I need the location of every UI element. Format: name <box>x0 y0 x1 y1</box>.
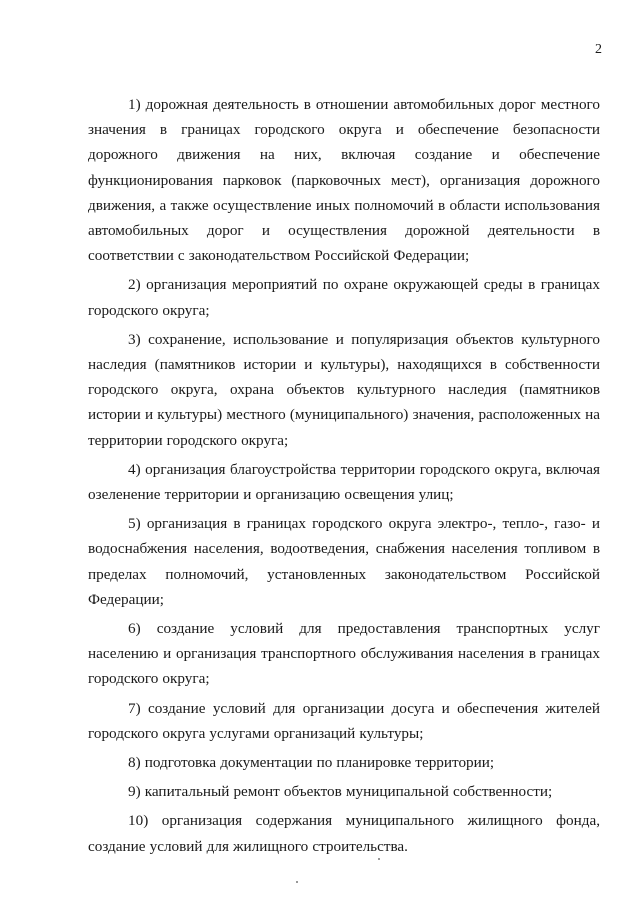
paragraph-item-2: 2) организация мероприятий по охране окружающей среды в границах городского округа; <box>88 276 600 319</box>
document-body <box>88 92 600 859</box>
paragraph-item-9: 9) капитальный ремонт объектов муниципальной собственности; <box>128 783 553 801</box>
scan-speck <box>378 858 380 860</box>
paragraph-item-4: 4) организация благоустройства территории городского округа, включая озеленение территории и организацию освещения улиц; <box>88 460 600 504</box>
paragraph-item-8: 8) подготовка документации по планировке территории; <box>128 754 495 772</box>
paragraph-item-7: 7) создание условий для организации досуга и обеспечения жителей городского округа услугами организаций культуры; <box>88 699 600 742</box>
paragraph-item-3: 3) сохранение, использование и популяризация объектов культурного наследия (памятников истории и культуры), находящихся в собственности городского округа, охрана объектов культурного наследия (памятников истории и культуры) местного (муниципального) значения, расположенных на территории городского округа; <box>88 330 600 449</box>
paragraph-item-10: 10) организация содержания муниципального жилищного фонда, создание условий для жилищного строительства. <box>88 812 600 855</box>
scan-speck <box>296 881 298 883</box>
paragraph-item-1: 1) дорожная деятельность в отношении автомобильных дорог местного значения в границах городского округа и обеспечение безопасности дорожного движения на них, включая создание и обеспечение функционирования парковок (парковочных мест), организация дорожного движения, а также осуществление иных полномочий в области использования автомобильных дорог и осуществления дорожной деятельности в соответствии с законодательством Российской Федерации; <box>88 96 600 265</box>
paragraph-item-5: 5) организация в границах городского округа электро-, тепло-, газо- и водоснабжения населения, водоотведения, снабжения населения топливом в пределах полномочий, установленных законодательством Российской Федерации; <box>88 515 600 608</box>
paragraph-item-6: 6) создание условий для предоставления транспортных услуг населению и организация транспортного обслуживания населения в границах городского округа; <box>88 620 600 688</box>
page-number: 2 <box>595 42 602 57</box>
